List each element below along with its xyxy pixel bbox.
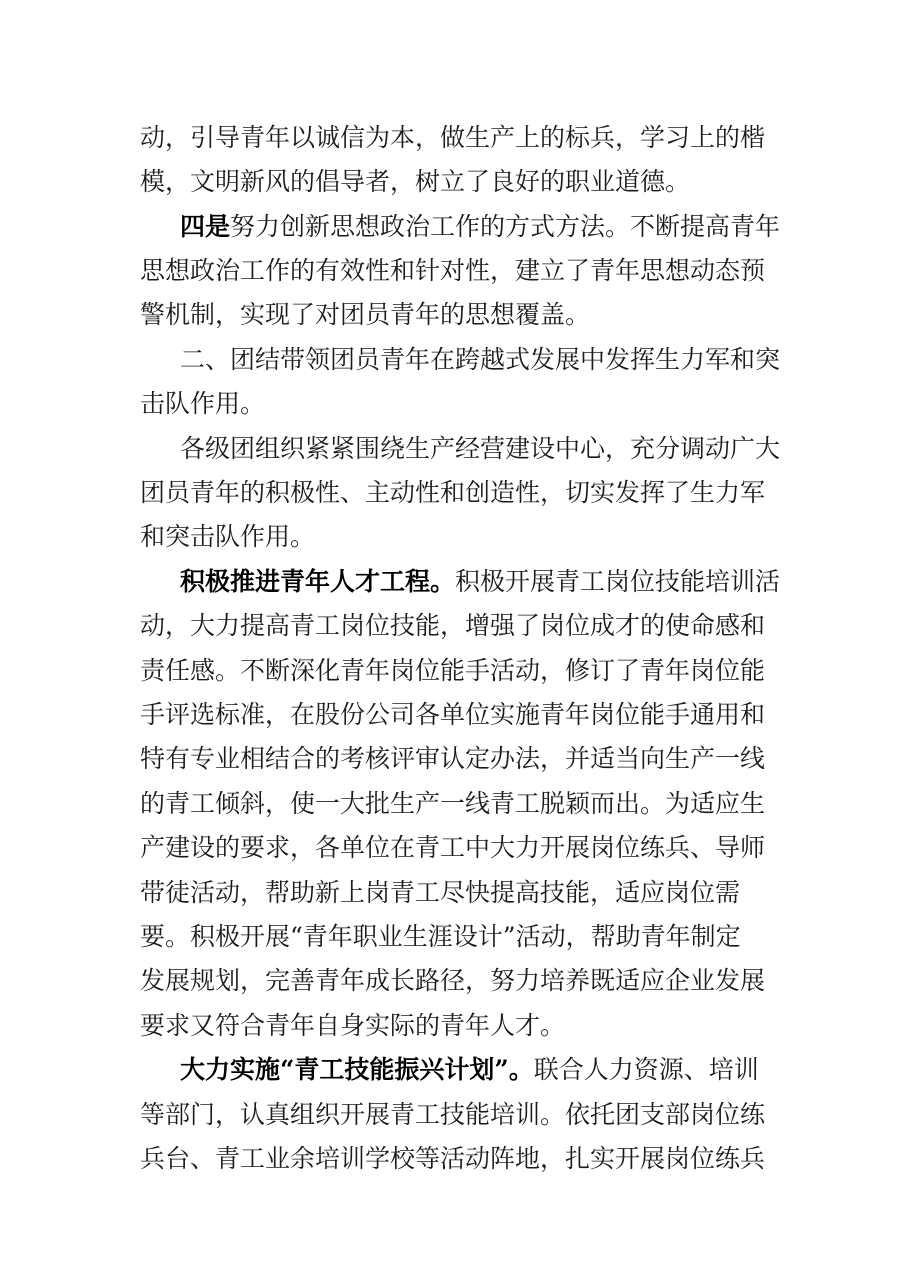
text-line <box>140 651 765 691</box>
text-line <box>140 295 590 335</box>
text-line <box>140 784 765 824</box>
text-span: 产建设的要求，各单位在青工中大力开展岗位练兵、导师 <box>140 833 766 862</box>
text-line <box>140 917 741 957</box>
text-line <box>140 606 765 646</box>
text-line <box>140 118 765 158</box>
text-line <box>180 340 780 380</box>
text-span: 努力创新思想政治工作的方式方法。不断提高青年 <box>230 212 781 241</box>
text-span: 等部门，认真组织开展青工技能培训。依托团支部岗位练 <box>140 1100 766 1129</box>
text-line <box>140 961 765 1001</box>
text-span: 发展规划，完善青年成长路径，努力培养既适应企业发展 <box>140 966 766 995</box>
text-span: 团员青年的积极性、主动性和创造性，切实发挥了生力军 <box>140 478 766 507</box>
text-line <box>140 873 740 913</box>
text-line <box>140 1006 565 1046</box>
text-line <box>140 473 765 513</box>
text-span: 兵台、青工业余培训学校等活动阵地，扎实开展岗位练兵 <box>140 1144 766 1173</box>
text-line <box>140 251 765 291</box>
text-line <box>140 162 690 202</box>
text-span: 联合人力资源、培训 <box>533 1055 759 1084</box>
text-line <box>140 384 265 424</box>
text-span: 要求又符合青年自身实际的青年人才。 <box>140 1011 566 1040</box>
text-line <box>140 695 765 735</box>
text-span: 要。积极开展“青年职业生涯设计”活动，帮助青年制定 <box>140 922 741 951</box>
bold-lead-phrase: 大力实施“青工技能振兴计划”。 <box>180 1055 534 1084</box>
text-line <box>180 562 780 602</box>
text-span: 思想政治工作的有效性和针对性，建立了青年思想动态预 <box>140 256 766 285</box>
text-span: 带徒活动，帮助新上岗青工尽快提高技能，适应岗位需 <box>140 878 741 907</box>
text-span: 各级团组织紧紧围绕生产经营建设中心，充分调动广大 <box>180 434 781 463</box>
text-line <box>140 517 315 557</box>
text-line <box>180 207 780 247</box>
text-span: 警机制，实现了对团员青年的思想覆盖。 <box>140 300 591 329</box>
text-span: 特有专业相结合的考核评审认定办法，并适当向生产一线 <box>140 744 766 773</box>
text-line <box>140 1139 765 1179</box>
text-line <box>140 1095 765 1135</box>
text-line <box>180 429 780 469</box>
text-span: 击队作用。 <box>140 389 266 418</box>
text-span: 二、团结带领团员青年在跨越式发展中发挥生力军和突 <box>180 345 781 374</box>
text-span: 责任感。不断深化青年岗位能手活动，修订了青年岗位能 <box>140 656 766 685</box>
text-line <box>140 828 765 868</box>
text-span: 的青工倾斜，使一大批生产一线青工脱颖而出。为适应生 <box>140 789 766 818</box>
text-span: 手评选标准，在股份公司各单位实施青年岗位能手通用和 <box>140 700 766 729</box>
text-span: 模，文明新风的倡导者，树立了良好的职业道德。 <box>140 167 691 196</box>
text-line <box>180 1050 759 1090</box>
bold-lead-phrase: 四是 <box>180 212 231 241</box>
text-span: 和突击队作用。 <box>140 522 316 551</box>
bold-lead-phrase: 积极推进青年人才工程。 <box>180 567 456 596</box>
text-span: 动，引导青年以诚信为本，做生产上的标兵，学习上的楷 <box>140 123 766 152</box>
text-span: 动，大力提高青工岗位技能，增强了岗位成才的使命感和 <box>140 611 766 640</box>
text-line <box>140 739 765 779</box>
text-span: 积极开展青工岗位技能培训活 <box>455 567 781 596</box>
